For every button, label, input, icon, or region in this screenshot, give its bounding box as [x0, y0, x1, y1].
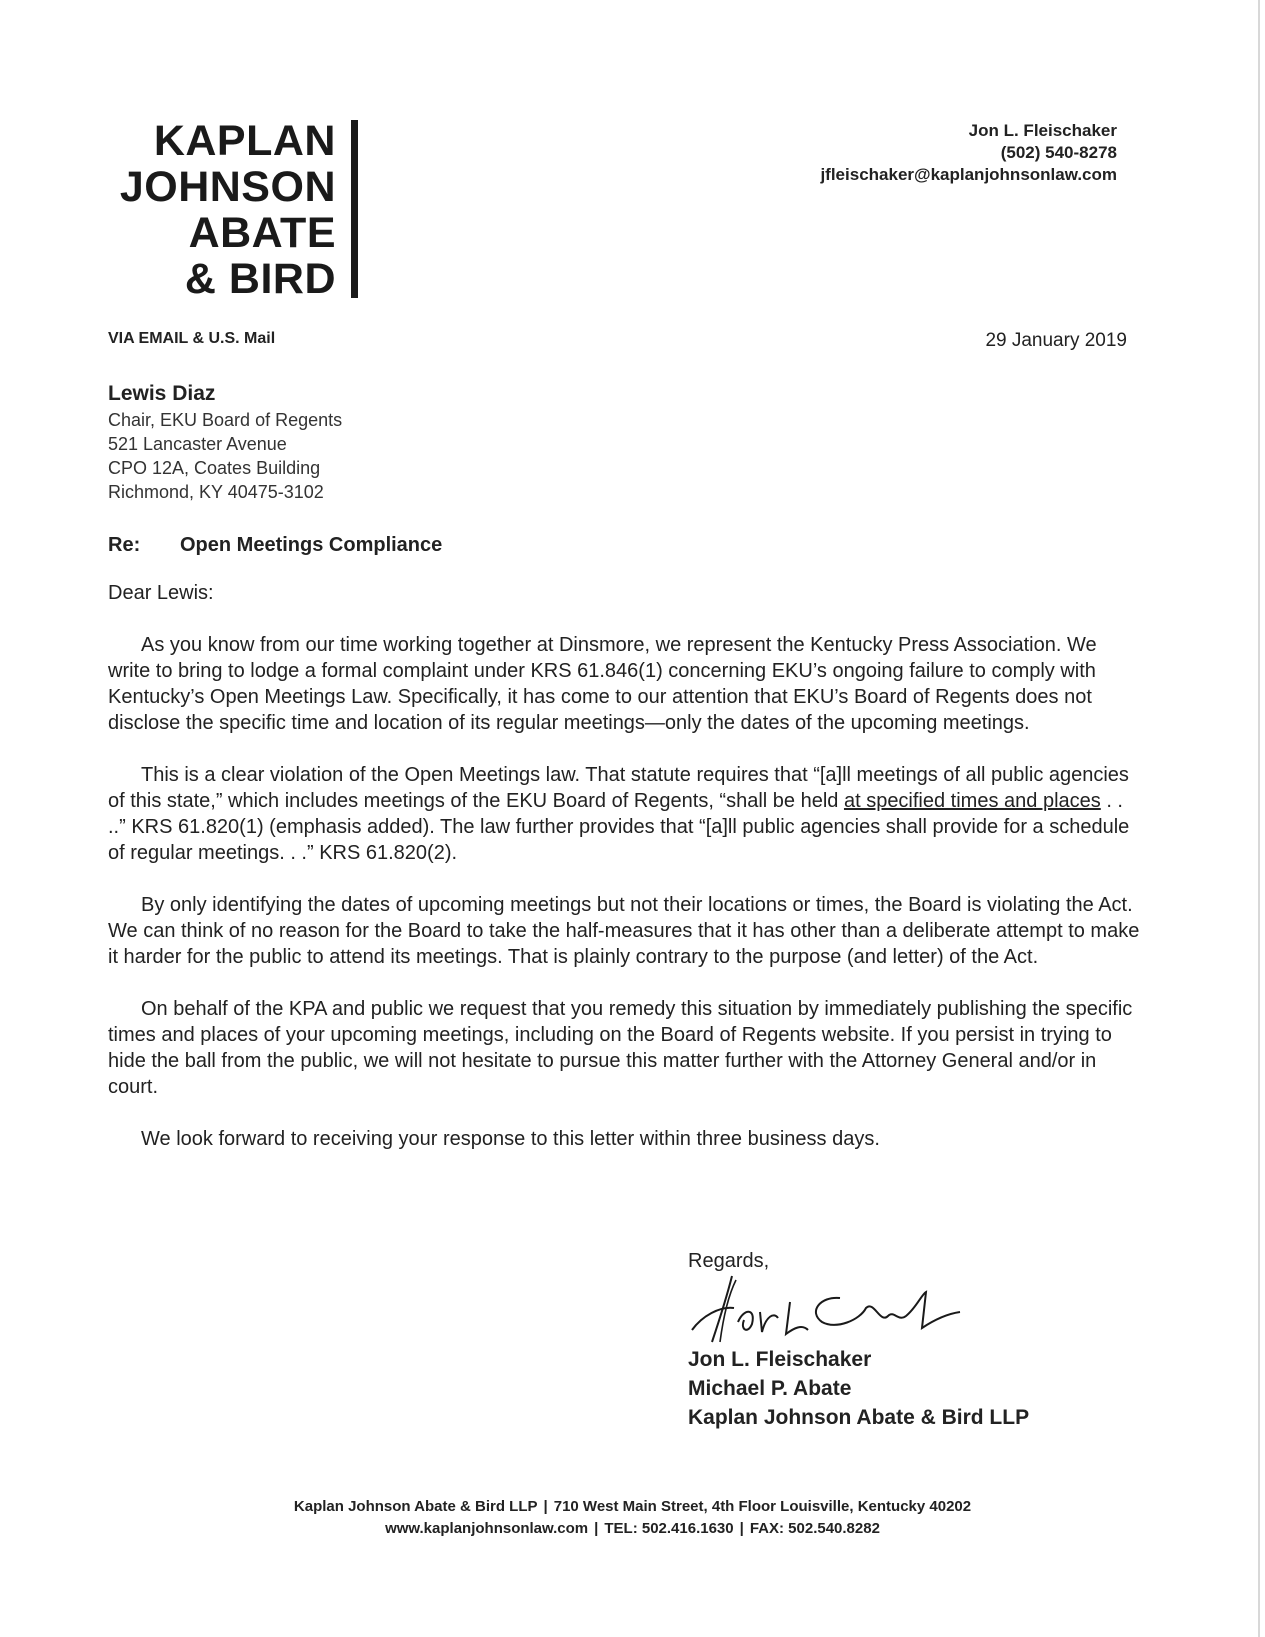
firm-logo — [100, 118, 358, 302]
footer-tel: TEL: 502.416.1630 — [604, 1520, 734, 1537]
closing: Regards, — [688, 1250, 770, 1272]
body-paragraph-2 — [108, 762, 1143, 866]
p2-text-start: This is a clear violation of the Open Meetings law. That statute requires that “[a]ll meetings of all public agencies of this state,” which includes meetings of the EKU Board of Regents, “shall be held — [108, 764, 1129, 812]
signer-firm: Kaplan Johnson Abate & Bird LLP — [688, 1406, 1030, 1429]
sender-contact — [820, 120, 1117, 186]
recipient-line: Richmond, KY 40475-3102 — [108, 482, 324, 502]
footer-line-1 — [0, 1496, 1265, 1518]
recipient-line: Chair, EKU Board of Regents — [108, 410, 343, 430]
logo-line-1: KAPLAN — [153, 117, 336, 165]
letter-date: 29 January 2019 — [985, 330, 1127, 351]
letterhead-footer — [0, 1496, 1265, 1540]
body-paragraph-1: As you know from our time working together at Dinsmore, we represent the Kentucky Press Association. We write to bring to lodge a formal complaint under KRS 61.846(1) concerning EKU’s ongoing failure to comply with Kentucky’s Open Meetings Law. Specifically, it has come to our attention that EKU’s Board of Regents does not disclose the specific time and location of its regular meetings—only the dates of the upcoming meetings. — [108, 634, 1097, 734]
logo-line-3: ABATE — [188, 209, 336, 257]
logo-line-2: JOHNSON — [119, 163, 336, 211]
body-paragraph-4: On behalf of the KPA and public we request that you remedy this situation by immediately publishing the specific times and places of your upcoming meetings, including on the Board of Regents website. If you persist in trying to hide the ball from the public, we will not hesitate to pursue this matter further with the Attorney General and/or in court. — [108, 998, 1133, 1098]
delivery-method: VIA EMAIL & U.S. Mail — [108, 330, 276, 347]
recipient-name: Lewis Diaz — [108, 382, 216, 405]
subject-text: Open Meetings Compliance — [180, 534, 443, 556]
p2-text-end: . . ..” KRS 61.820(1) (emphasis added). The law further provides that “[a]ll public agencies shall provide for a schedule of regular meetings. . .” KRS 61.820(2). — [108, 790, 1130, 864]
logo-line-4: & BIRD — [184, 255, 336, 303]
footer-address: 710 West Main Street, 4th Floor Louisville, Kentucky 40202 — [553, 1498, 972, 1515]
signer-block — [688, 1345, 1029, 1432]
sender-name: Jon L. Fleischaker — [968, 121, 1117, 140]
salutation: Dear Lewis: — [108, 582, 214, 604]
footer-separator: | — [594, 1520, 599, 1537]
body-paragraph-5: We look forward to receiving your response to this letter within three business days. — [141, 1128, 880, 1150]
body-paragraph-3: By only identifying the dates of upcoming meetings but not their locations or times, the Board is violating the Act. We can think of no reason for the Board to take the half-measures that it has other than a deliberate attempt to make it harder for the public to attend its meetings. That is plainly contrary to the purpose (and letter) of the Act. — [108, 894, 1140, 968]
scan-edge-rule — [1258, 0, 1260, 1637]
handwritten-signature — [690, 1272, 980, 1354]
footer-line-2 — [0, 1518, 1265, 1540]
logo-vertical-bar — [351, 120, 358, 298]
p2-emphasis: at specified times and places — [843, 790, 1101, 812]
recipient-line: 521 Lancaster Avenue — [108, 434, 287, 454]
recipient-address — [108, 380, 342, 504]
footer-website[interactable]: www.kaplanjohnsonlaw.com — [385, 1520, 589, 1537]
footer-firm: Kaplan Johnson Abate & Bird LLP — [293, 1498, 538, 1515]
recipient-line: CPO 12A, Coates Building — [108, 458, 321, 478]
signer-name: Jon L. Fleischaker — [688, 1348, 872, 1371]
letter-body — [108, 632, 1143, 1178]
sender-email: jfleischaker@kaplanjohnsonlaw.com — [820, 165, 1117, 184]
footer-separator: | — [739, 1520, 744, 1537]
subject-line — [108, 534, 442, 557]
sender-phone: (502) 540-8278 — [1000, 143, 1117, 162]
signer-name: Michael P. Abate — [688, 1377, 852, 1400]
footer-fax: FAX: 502.540.8282 — [749, 1520, 880, 1537]
footer-separator: | — [543, 1498, 548, 1515]
subject-label: Re: — [108, 534, 141, 556]
